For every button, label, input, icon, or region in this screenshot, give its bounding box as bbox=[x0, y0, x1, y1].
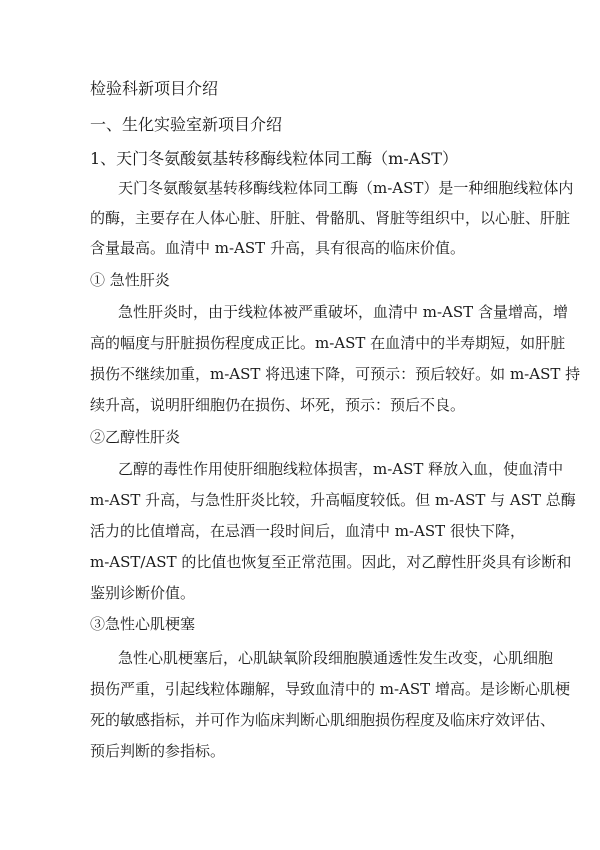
paragraph-line: 死的敏感指标，并可作为临床判断心肌细胞损伤程度及临床疗效评估、 bbox=[90, 711, 556, 729]
item-heading-alcoholic-hepatitis: ②乙醇性肝炎 bbox=[90, 428, 181, 446]
paragraph-line: 续升高，说明肝细胞仍在损伤、坏死，预示：预后不良。 bbox=[90, 396, 466, 414]
paragraph-line: 损伤严重，引起线粒体蹦解，导致血清中的 m-AST 增高。是诊断心肌梗 bbox=[90, 680, 570, 698]
paragraph-line: 损伤不继续加重，m-AST 将迅速下降，可预示：预后较好。如 m-AST 持 bbox=[90, 365, 581, 383]
paragraph-line: m-AST 升高，与急性肝炎比较，升高幅度较低。但 m-AST 与 AST 总酶 bbox=[90, 491, 576, 509]
paragraph-line: 高的幅度与肝脏损伤程度成正比。m-AST 在血清中的半寿期短，如肝脏 bbox=[90, 334, 566, 352]
subsection-heading: 1、天门冬氨酸氨基转移酶线粒体同工酶（m-AST） bbox=[90, 149, 458, 168]
intro-line: 的酶，主要存在人体心脏、肝脏、骨骼肌、肾脏等组织中，以心脏、肝脏 bbox=[90, 209, 571, 227]
item-heading-acute-myocardial-infarction: ③急性心肌梗塞 bbox=[90, 615, 196, 633]
paragraph-line: 急性肝炎时，由于线粒体被严重破坏，血清中 m-AST 含量增高，增 bbox=[118, 303, 568, 321]
document-title: 检验科新项目介绍 bbox=[90, 79, 219, 98]
paragraph-line: 乙醇的毒性作用使肝细胞线粒体损害，m-AST 释放入血，使血清中 bbox=[118, 460, 564, 478]
paragraph-line: 急性心肌梗塞后，心肌缺氧阶段细胞膜通透性发生改变，心肌细胞 bbox=[118, 649, 554, 667]
intro-line: 天门冬氨酸氨基转移酶线粒体同工酶（m-AST）是一种细胞线粒体内 bbox=[118, 179, 574, 197]
paragraph-line: m-AST/AST 的比值也恢复至正常范围。因此，对乙醇性肝炎具有诊断和 bbox=[90, 553, 572, 571]
item-heading-acute-hepatitis: ① 急性肝炎 bbox=[90, 271, 170, 289]
paragraph-line: 活力的比值增高，在忌酒一段时间后，血清中 m-AST 很快下降， bbox=[90, 522, 525, 540]
paragraph-line: 鉴别诊断价值。 bbox=[90, 584, 196, 602]
intro-line: 含量最高。血清中 m-AST 升高，具有很高的临床价值。 bbox=[90, 239, 465, 257]
paragraph-line: 预后判断的参指标。 bbox=[90, 742, 226, 760]
section-heading: 一、生化实验室新项目介绍 bbox=[90, 115, 283, 134]
